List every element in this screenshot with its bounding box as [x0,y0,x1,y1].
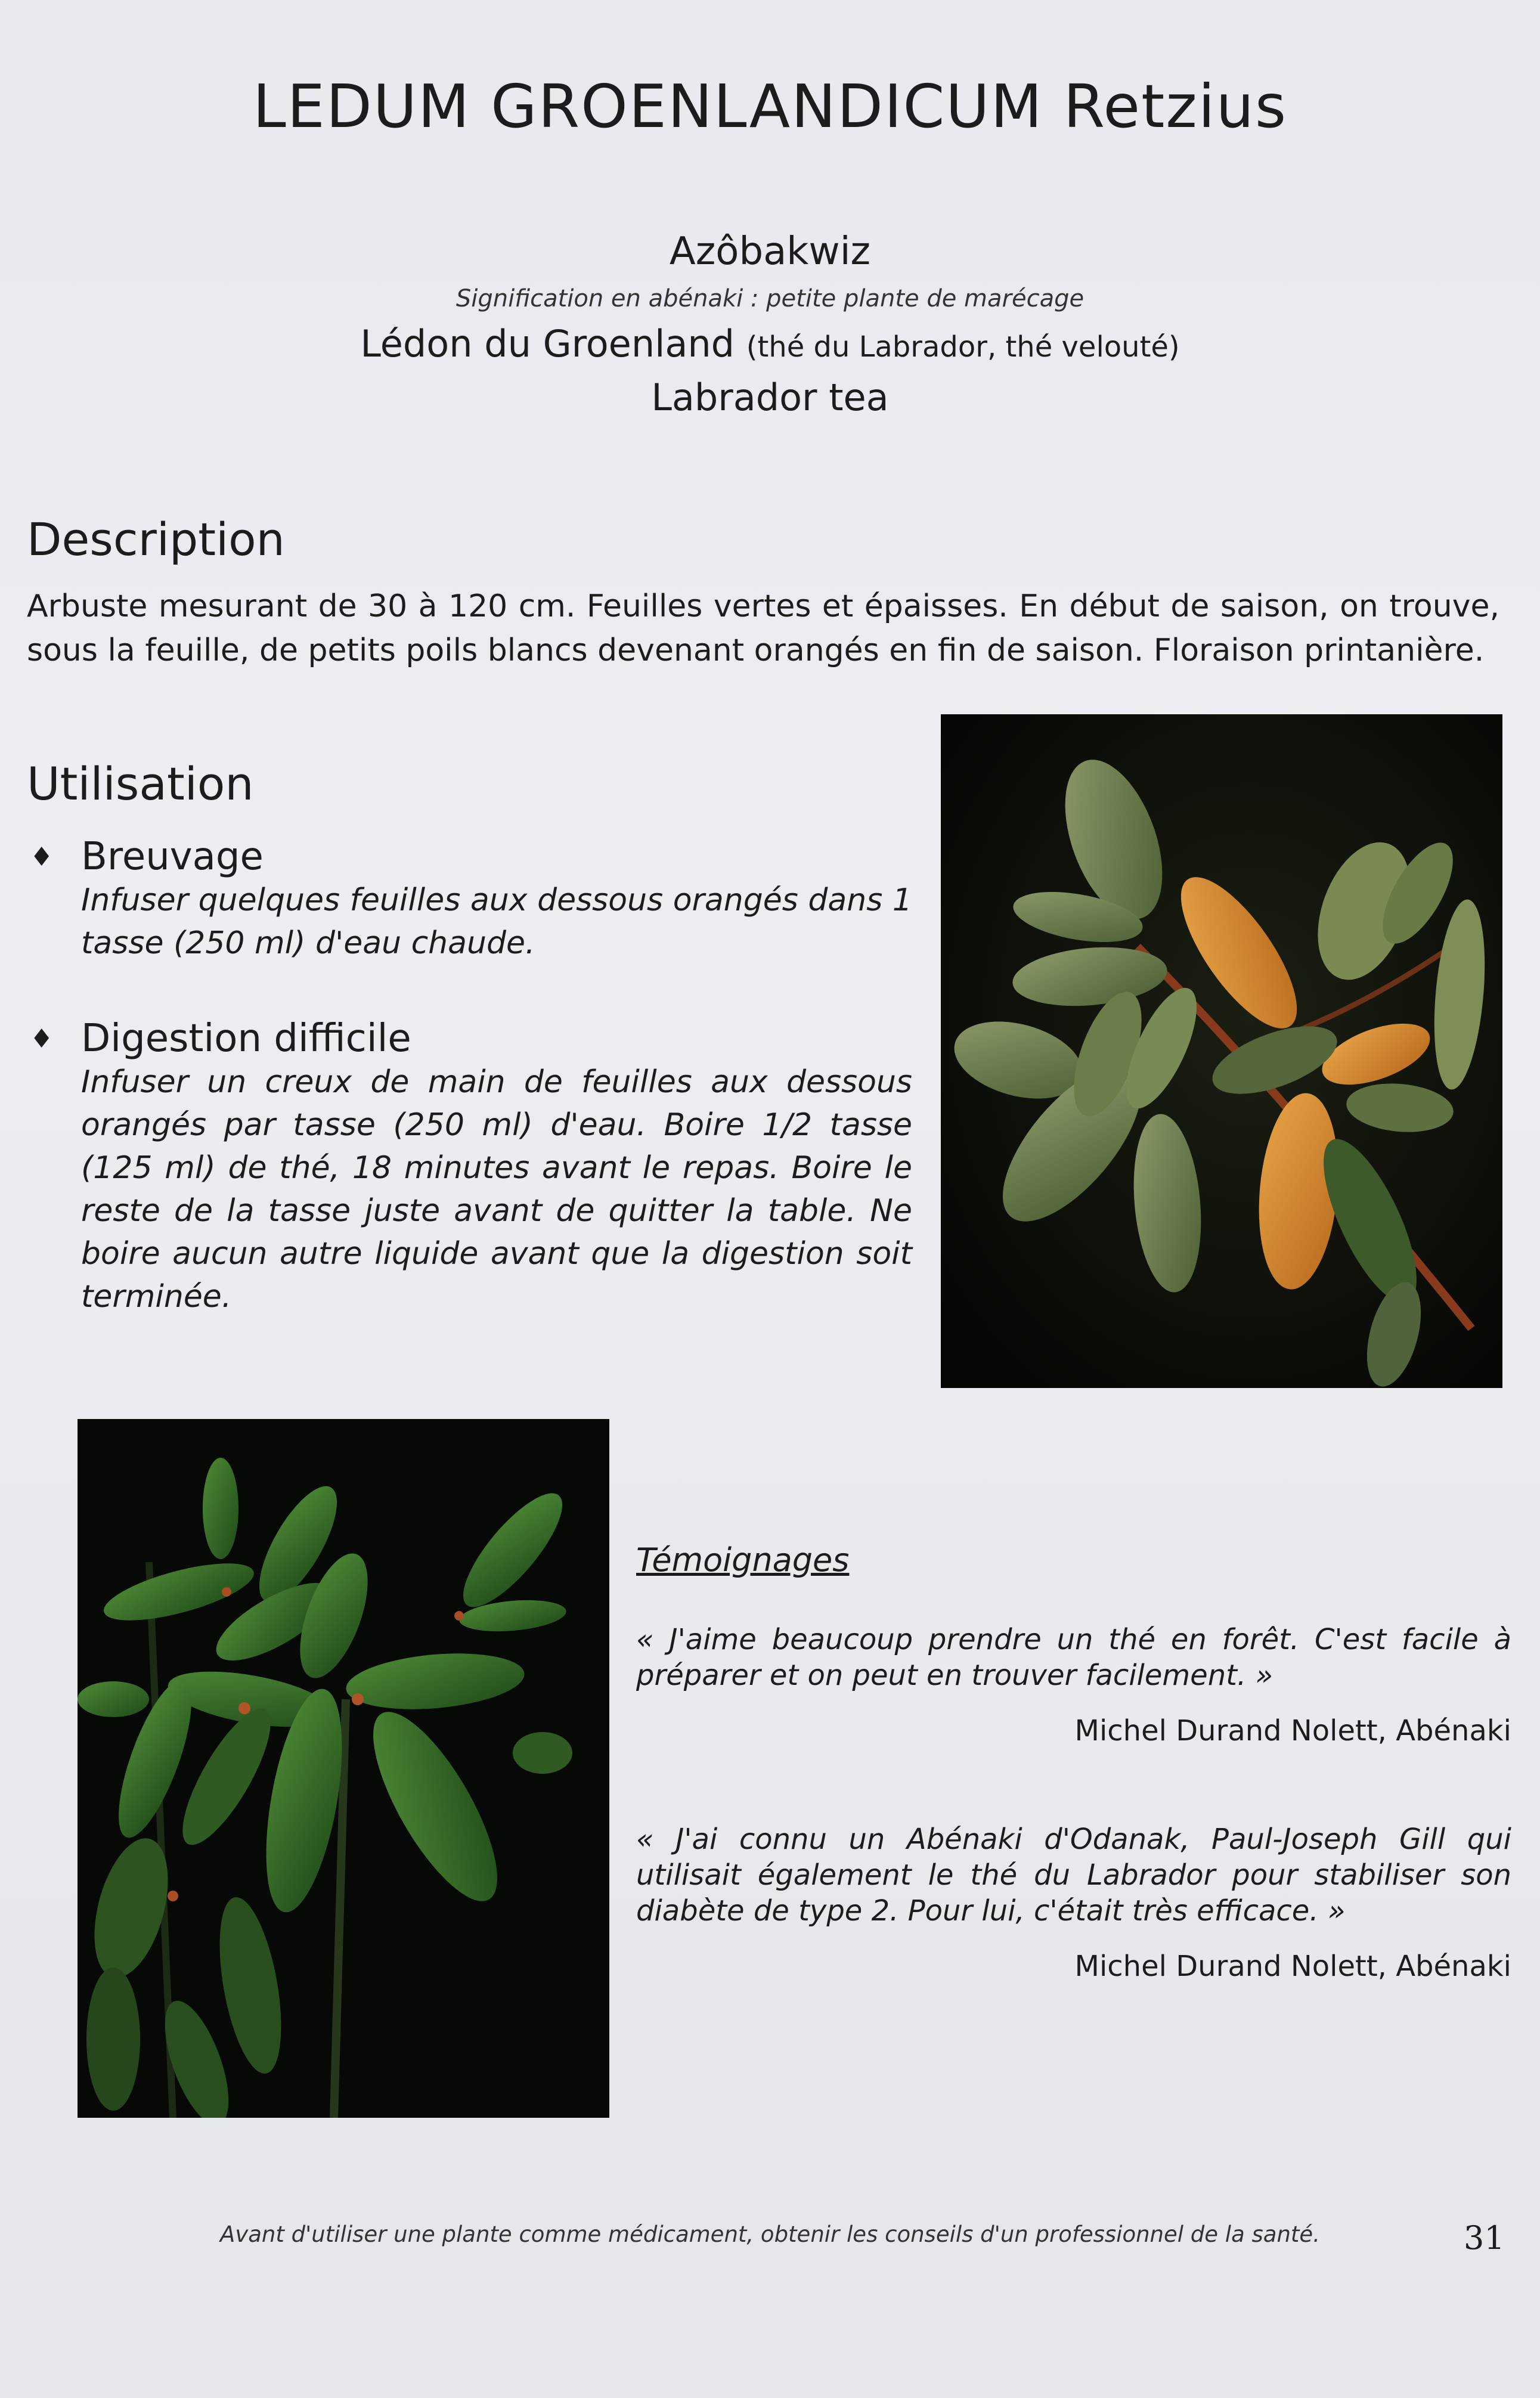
abenaki-name: Azôbakwiz [669,230,871,274]
usage-text: Infuser un creux de main de feuilles aux dessous orangés par tasse (250 ml) d'eau. Boire 1/2 tasse (125 ml) de thé, 18 minutes avant le repas. Boire le reste de la tasse juste avant de quitter la table. Ne boire aucun autre liquide avant que la digestion soit terminée. [81,1064,912,1315]
usage-item-digestion [30,1017,912,1318]
french-name: Lédon du Groenland [360,322,735,365]
diamond-bullet-icon: ♦ [30,841,54,872]
description-text: Arbuste mesurant de 30 à 120 cm. Feuilles vertes et épaisses. En début de saison, on trouve, sous la feuille, de petits poils blancs devenant orangés en fin de saison. Floraison printanière. [27,588,1499,668]
testimonial-author: Michel Durand Nolett, Abénaki [1074,1950,1511,1983]
usage-item-breuvage [30,835,912,965]
plant-photo-orange-leaves [941,714,1502,1388]
testimonial-quote: « J'ai connu un Abénaki d'Odanak, Paul-Joseph Gill qui utilisait également le thé du Labrador pour stabiliser son diabète de type 2. Pour lui, c'était très efficace. » [636,1823,1511,1928]
testimonial-quote: « J'aime beaucoup prendre un thé en forêt. C'est facile à préparer et on peut en trouver facilement. » [636,1623,1511,1692]
french-name-line [0,322,1540,365]
description-heading: Description [27,513,285,566]
usage-title: Digestion difficile [81,1017,411,1061]
diamond-bullet-icon: ♦ [30,1023,54,1054]
usage-title: Breuvage [81,835,264,879]
english-name: Labrador tea [651,376,889,419]
usage-text: Infuser quelques feuilles aux dessous orangés dans 1 tasse (250 ml) d'eau chaude. [81,882,912,961]
medical-disclaimer: Avant d'utiliser une plante comme médicament, obtenir les conseils d'un professionnel de la santé. [220,2222,1320,2247]
testimonial-author: Michel Durand Nolett, Abénaki [1074,1714,1511,1748]
abenaki-meaning: Signification en abénaki : petite plante de marécage [456,285,1084,312]
page-number: 31 [1464,2219,1505,2257]
utilisation-heading: Utilisation [27,757,254,810]
plant-photo-green-leaves [78,1419,609,2118]
french-alt-names: (thé du Labrador, thé velouté) [746,330,1180,364]
page-title: LEDUM GROENLANDICUM Retzius [252,72,1288,141]
testimonials-heading: Témoignages [636,1541,850,1579]
